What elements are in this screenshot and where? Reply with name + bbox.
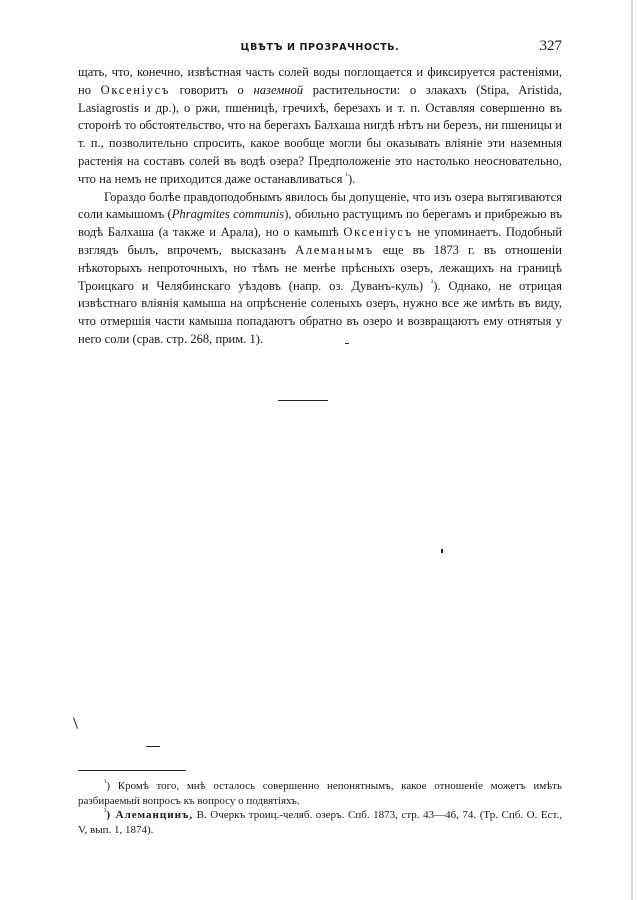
footnote-separator bbox=[78, 770, 186, 771]
page-edge bbox=[631, 0, 633, 900]
print-speck bbox=[441, 549, 443, 553]
author-name: Оксеніусъ bbox=[100, 82, 170, 97]
print-speck bbox=[345, 343, 349, 344]
print-speck bbox=[73, 717, 78, 729]
paragraph: Гораздо болѣе правдоподобнымъ явилось бы допущеніе, что изъ озера вытягиваются соли камышомъ (Phragmites communis), обильно растущимъ по берегамъ и прибрежью въ водѣ Балхаша (а также и Арала), но о камышѣ Оксеніусъ не упоминаетъ. Подобный взглядъ былъ, впрочемъ, высказанъ Алеманымъ еще въ 1873 г. въ отношеніи нѣкоторыхъ непроточныхъ, но тѣмъ не менѣе прѣсныхъ озеръ, лежащихъ на границѣ Троицкаго и Челябинскаго уѣздовъ (напр. оз. Дуванъ-куль) $^{^2}$). Однако, не отрицая извѣстнаго вліянія камыша на опрѣсненіе соленыхъ озеръ, нужно все же имѣть въ виду, что отмершія части камыша попадаютъ обратно въ озеро и возвращаютъ ему отнятыя у него соли (срав. стр. 268, прим. 1). bbox=[78, 189, 563, 346]
running-title: ЦВѢТЪ И ПРОЗРАЧНОСТЬ. bbox=[240, 42, 400, 53]
footnote-number: ¹ bbox=[104, 777, 107, 787]
footnote-ref[interactable]: ² bbox=[430, 277, 434, 287]
footnote: $^{^1}$) Кромѣ того, мнѣ осталось совершенно непонятнымъ, какое отношеніе можетъ имѣть разбираемый вопросъ къ вопросу о подвятіяхъ. bbox=[78, 777, 562, 807]
body-text bbox=[78, 64, 562, 349]
author-name: Алеманымъ bbox=[295, 242, 374, 257]
print-speck bbox=[146, 746, 160, 747]
footnote: $^{^2}$) Алеманцинъ, В. Очеркъ троиц.-челяб. озеръ. Спб. 1873, стр. 43—46, 74. (Тр. Спб. О. Ест., V, вып. 1, 1874). bbox=[78, 806, 562, 836]
section-divider bbox=[278, 400, 328, 401]
footnote-author: ) Алеманцинъ, bbox=[106, 809, 194, 821]
page-number: 327 bbox=[539, 38, 562, 54]
footnotes bbox=[78, 779, 562, 837]
footnote-ref[interactable]: ¹ bbox=[345, 170, 348, 180]
species-name: Phragmites communis bbox=[171, 207, 285, 222]
page-header bbox=[78, 38, 562, 58]
author-name: Оксеніусъ bbox=[343, 225, 413, 240]
paragraph: щать, что, конечно, извѣстная часть солей воды поглощается и фиксируется растеніями, но Оксеніусъ говоритъ о наземной растительности: о злакахъ (Stipa, Aristida, Lasiagrostis и др.), о ржи, пшеницѣ, гречихѣ, березахъ и т. п. Оставляя совершенно въ сторонѣ то обстоятельство, что на берегахъ Балхаша нигдѣ нѣтъ ни березъ, ни пшеницы и т. п., позволительно спросить, какое вообще могли бы оказывать вліяніе эти наземныя растенія на составъ солей въ водѣ озера? Предположеніе это настолько неосновательно, что на немъ не приходится даже останавливаться $^{^1}$). bbox=[78, 65, 563, 186]
italic-term: наземной bbox=[253, 82, 304, 97]
footnote-number: ² bbox=[104, 806, 107, 816]
